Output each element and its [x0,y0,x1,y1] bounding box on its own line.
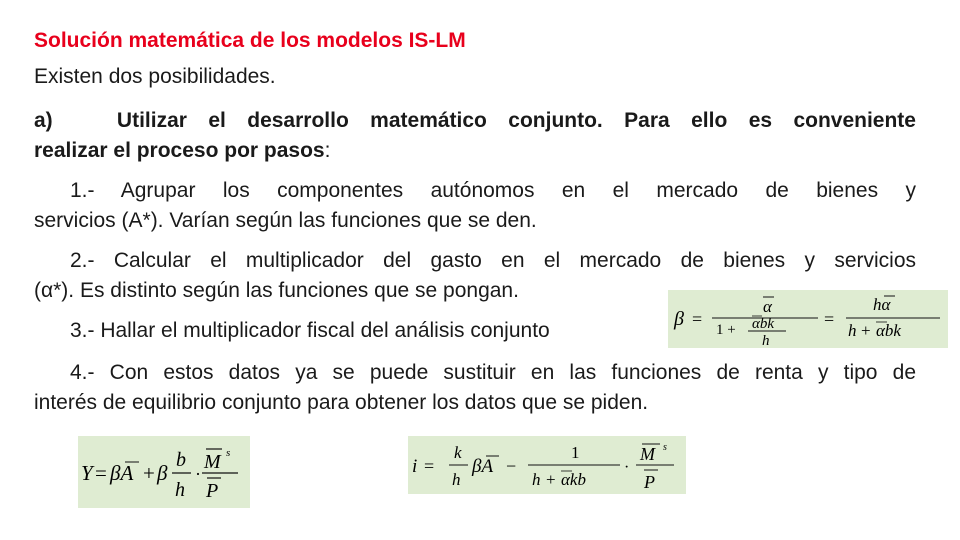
svg-text:h: h [762,333,770,348]
svg-text:αbk: αbk [752,316,775,332]
svg-text:Y: Y [81,461,93,485]
option-a-line1 [34,106,916,136]
step-1-line2: servicios (A*). Varían según las funciones que se den. [34,209,537,232]
svg-text:M: M [640,444,655,464]
svg-text:s: s [226,447,231,459]
svg-text:βA: βA [110,461,134,485]
svg-text:·: · [624,459,630,476]
svg-text:k: k [454,443,462,462]
option-a-text-cont: realizar el proceso por pasos [34,139,325,162]
svg-text:h: h [848,321,857,340]
step-4-line2: interés de equilibrio conjunto para obtener los datos que se piden. [34,391,649,414]
svg-text:−: − [506,456,517,476]
svg-text:α: α [763,297,772,316]
svg-text:1: 1 [571,443,580,462]
step-4-line1: 4.- Con estos datos ya se puede sustituir en las funciones de renta y tipo de [70,361,916,384]
svg-text:s: s [663,442,667,453]
beta-formula-image [668,290,948,348]
svg-text:=: = [824,309,835,329]
svg-text:M: M [204,451,221,473]
option-a-colon: : [324,139,331,162]
svg-text:i: i [412,456,418,477]
svg-text:αkb: αkb [561,470,586,489]
svg-text:·: · [195,464,201,484]
svg-text:P: P [644,472,655,492]
option-a-line2 [34,136,330,166]
step-1-line1: 1.- Agrupar los componentes autónomos en el mercado de bienes y [70,179,916,202]
svg-text:+: + [143,461,155,485]
svg-text:β: β [157,461,168,485]
interest-formula-image [408,436,686,494]
income-formula-image [78,436,250,508]
svg-text:+: + [546,470,556,489]
svg-text:P: P [206,480,219,502]
svg-text:h: h [175,479,185,501]
svg-text:h: h [532,470,541,489]
svg-text:h: h [452,470,461,489]
page-title: Solución matemática de los modelos IS-LM [34,29,466,52]
svg-text:+: + [861,321,871,340]
intro-text: Existen dos posibilidades. [34,65,276,88]
svg-text:αbk: αbk [876,321,901,340]
svg-text:=: = [95,461,107,485]
step-3-line1: 3.- Hallar el multiplicador fiscal del análisis conjunto [70,319,550,342]
option-a-text: Utilizar el desarrollo matemático conjunto. Para ello es conveniente [116,109,916,132]
svg-text:βA: βA [472,456,494,477]
option-a-marker: a) [34,109,53,132]
svg-text:=: = [692,309,703,329]
svg-text:b: b [176,449,186,471]
step-2-line1: 2.- Calcular el multiplicador del gasto en el mercado de bienes y servicios [70,249,916,272]
svg-text:1 +: 1 + [716,322,736,338]
step-2-line2: (α*). Es distinto según las funciones que se pongan. [34,279,519,302]
svg-text:hα: hα [873,295,891,314]
svg-text:=: = [424,456,435,476]
svg-text:β: β [674,308,684,330]
